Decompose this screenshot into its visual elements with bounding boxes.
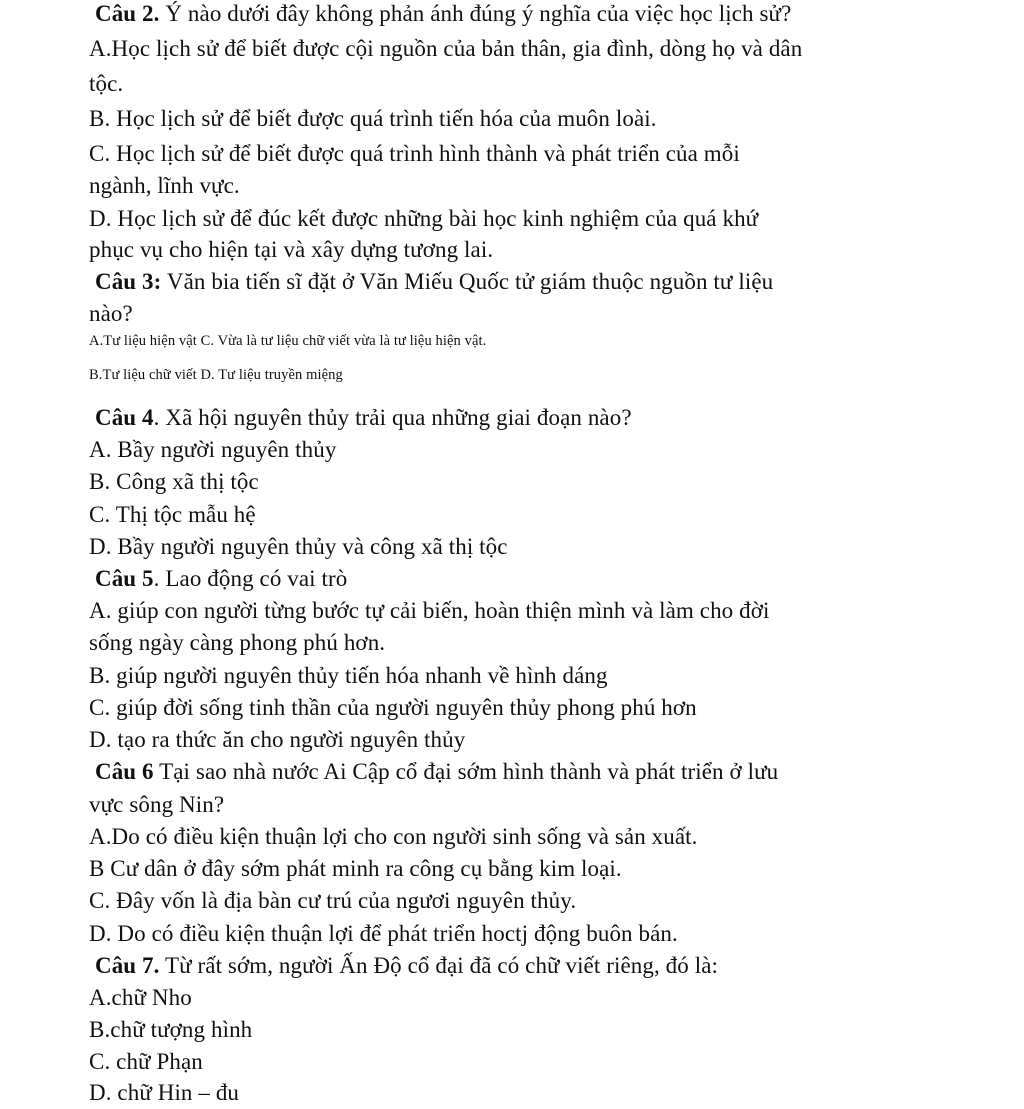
question-4-option-a: A. Bầy người nguyên thủy: [89, 437, 337, 462]
question-6-text-line2: vực sông Nin?: [89, 792, 225, 817]
question-4-text: . Xã hội nguyên thủy trải qua những giai đoạn nào?: [153, 405, 632, 430]
question-5-option-a-line1: A. giúp con người từng bước tự cải biến, hoàn thiện mình và làm cho đời: [89, 598, 770, 623]
question-4-label: Câu 4: [95, 405, 154, 430]
question-6-stem: [95, 756, 778, 788]
question-7-option-d: D. chữ Hin – đu: [89, 1080, 240, 1105]
question-6-option-d: D. Do có điều kiện thuận lợi để phát triển hoctj động buôn bán.: [89, 921, 678, 946]
question-6-text-line1: Tại sao nhà nước Ai Cập cổ đại sớm hình thành và phát triển ở lưu: [153, 759, 779, 784]
question-4-option-b: B. Công xã thị tộc: [89, 469, 259, 494]
question-7-option-a: A.chữ Nho: [89, 985, 192, 1010]
question-7-text: Từ rất sớm, người Ấn Độ cổ đại đã có chữ viết riêng, đó là:: [159, 953, 718, 978]
question-3-options-a-c: A.Tư liệu hiện vật C. Vừa là tư liệu chữ viết vừa là tư liệu hiện vật.: [89, 333, 487, 349]
question-3-label: Câu 3:: [95, 269, 162, 294]
question-2-option-d-line1: D. Học lịch sử để đúc kết được những bài học kinh nghiệm của quá khứ: [89, 206, 759, 231]
question-2-stem: [95, 0, 791, 30]
question-2-option-d-line2: phục vụ cho hiện tại và xây dựng tương lai.: [89, 237, 494, 262]
question-2-option-a-line1: A.Học lịch sử để biết được cội nguồn của bản thân, gia đình, dòng họ và dân: [89, 36, 803, 61]
question-6-option-b: B Cư dân ở đây sớm phát minh ra công cụ bằng kim loại.: [89, 856, 622, 881]
question-7-option-c: C. chữ Phạn: [89, 1049, 203, 1074]
question-7-stem: [95, 950, 718, 982]
question-2-label: Câu 2.: [95, 1, 160, 26]
question-3-options-b-d: B.Tư liệu chữ viết D. Tư liệu truyền miệng: [89, 367, 343, 383]
question-6-option-a: A.Do có điều kiện thuận lợi cho con người sinh sống và sản xuất.: [89, 824, 698, 849]
question-3-text-line2: nào?: [89, 301, 133, 326]
question-5-option-d: D. tạo ra thức ăn cho người nguyên thủy: [89, 727, 466, 752]
question-6-label: Câu 6: [95, 759, 154, 784]
question-4-stem: [95, 402, 632, 434]
question-2-option-a-line2: tộc.: [89, 71, 124, 96]
question-3-stem: [95, 266, 773, 298]
question-7-label: Câu 7.: [95, 953, 160, 978]
question-5-option-a-line2: sống ngày càng phong phú hơn.: [89, 630, 386, 655]
question-5-label: Câu 5: [95, 566, 154, 591]
question-7-option-b: B.chữ tượng hình: [89, 1017, 253, 1042]
question-5-option-b: B. giúp người nguyên thủy tiến hóa nhanh về hình dáng: [89, 663, 608, 688]
question-6-option-c: C. Đây vốn là địa bàn cư trú của ngươi nguyên thủy.: [89, 888, 577, 913]
question-4-option-c: C. Thị tộc mẫu hệ: [89, 502, 256, 527]
question-2-option-b: B. Học lịch sử để biết được quá trình tiến hóa của muôn loài.: [89, 106, 657, 131]
question-5-text: . Lao động có vai trò: [153, 566, 348, 591]
question-2-option-c-line1: C. Học lịch sử để biết được quá trình hình thành và phát triển của mỗi: [89, 141, 740, 166]
question-5-option-c: C. giúp đời sống tinh thần của người nguyên thủy phong phú hơn: [89, 695, 697, 720]
question-2-option-c-line2: ngành, lĩnh vực.: [89, 173, 240, 198]
question-2-text: Ý nào dưới đây không phản ánh đúng ý nghĩa của việc học lịch sử?: [159, 1, 792, 26]
question-4-option-d: D. Bầy người nguyên thủy và công xã thị tộc: [89, 534, 508, 559]
question-5-stem: [95, 563, 347, 595]
question-3-text-line1: Văn bia tiến sĩ đặt ở Văn Miếu Quốc tử giám thuộc nguồn tư liệu: [161, 269, 774, 294]
